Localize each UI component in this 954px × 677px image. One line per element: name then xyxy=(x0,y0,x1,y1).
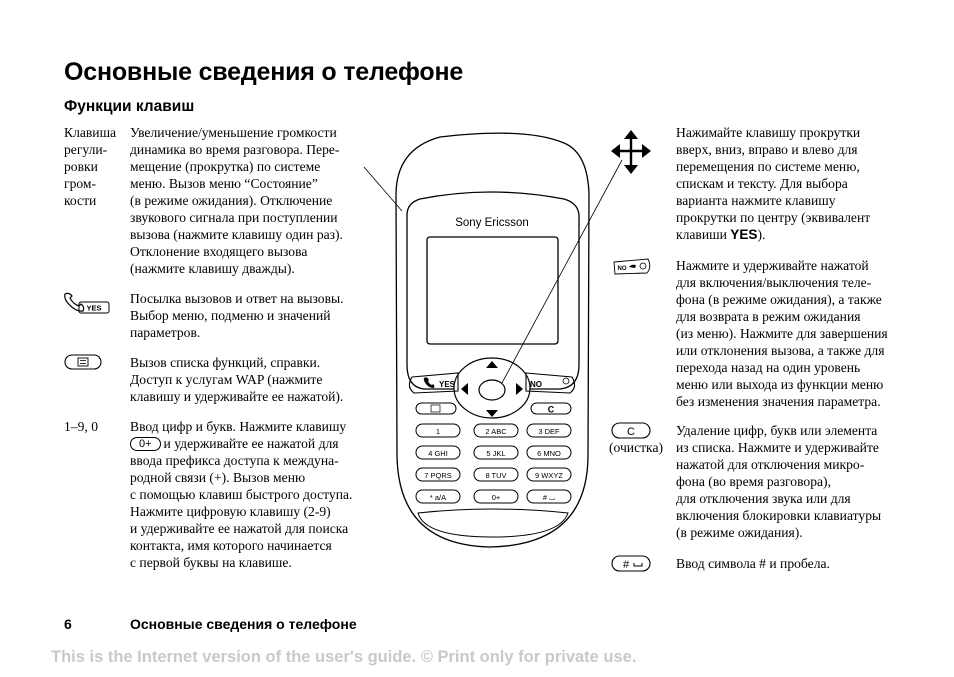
navigation-arrows-icon xyxy=(611,129,651,175)
section-title: Функции клавиш xyxy=(64,98,195,115)
footer-section-title: Основные сведения о телефоне xyxy=(130,616,357,632)
svg-text:5 JKL: 5 JKL xyxy=(486,449,506,458)
yes-key-icon xyxy=(63,290,111,316)
svg-text:6 MNO: 6 MNO xyxy=(537,449,561,458)
clear-key-description: Удаление цифр, букв или элемента из списка. Нажмите и удерживайте нажатой для отключения микро- фона (во время разговора), для отключения звука или для включения блокировки клавиатуры (в режиме ожидания). xyxy=(676,423,882,540)
svg-text:4 GHI: 4 GHI xyxy=(428,449,448,458)
phone-keypad xyxy=(416,424,571,537)
no-key-description: Нажмите и удерживайте нажатой для включения/выключения теле- фона (в режиме ожидания), а также для возврата в режим ожидания (из меню). Нажмите для завершения или отклонения вызова, а также для перехода назад на один уровень меню или выхода из функции меню без изменения значения параметра. xyxy=(676,258,888,409)
menu-key-icon xyxy=(64,354,102,370)
digit-keys-label: 1–9, 0 xyxy=(64,419,98,434)
hash-key-icon-label: # xyxy=(622,559,630,571)
svg-text:# ⌴: # ⌴ xyxy=(542,493,556,502)
page-title: Основные сведения о телефоне xyxy=(64,58,464,86)
phone-no-key: NO xyxy=(530,380,542,389)
svg-text:9 WXYZ: 9 WXYZ xyxy=(535,471,563,480)
hash-key-icon xyxy=(611,555,651,572)
svg-text:2 ABC: 2 ABC xyxy=(485,427,507,436)
phone-brand: Sony Ericsson xyxy=(455,217,529,229)
phone-body xyxy=(396,133,589,547)
zero-plus-key-icon: 0+ xyxy=(130,437,161,451)
svg-text:0+: 0+ xyxy=(491,493,501,502)
page-number: 6 xyxy=(64,616,72,632)
phone-yes-key: YES xyxy=(438,380,456,389)
menu-key-description: Вызов списка функций, справки. Доступ к услугам WAP (нажмите клавишу и удерживайте ее нажатой). xyxy=(130,355,344,404)
svg-text:8 TUV: 8 TUV xyxy=(485,471,507,480)
yes-key-icon-label: YES xyxy=(86,303,102,313)
yes-key-description: Посылка вызовов и ответ на вызовы. Выбор меню, подменю и значений параметров. xyxy=(130,291,344,340)
clear-key-label: (очистка) xyxy=(609,440,664,455)
svg-text:3 DEF: 3 DEF xyxy=(538,427,560,436)
volume-key-description: Увеличение/уменьшение громкости динамика во время разговора. Пере- мещение (прокрутка) по системе меню. Вызов меню “Состояние” (в режиме ожидания). Отключение звукового сигнала при поступлении вызова (нажмите клавишу один раз). Отклонение входящего вызова (нажмите клавишу дважды). xyxy=(130,125,343,276)
svg-text:1: 1 xyxy=(435,427,441,436)
phone-illustration xyxy=(350,125,670,555)
no-key-icon-label: NO xyxy=(617,266,627,272)
svg-text:7 PQRS: 7 PQRS xyxy=(424,471,452,480)
hash-key-description: Ввод символа # и пробела. xyxy=(676,556,830,571)
phone-c-key: C xyxy=(547,404,555,415)
phone-screen xyxy=(427,237,558,344)
clear-key-icon-label: C xyxy=(627,426,635,438)
clear-key-icon xyxy=(611,422,651,439)
navigation-key-description: Нажимайте клавишу прокрутки вверх, вниз, вправо и влево для перемещения по системе меню, спискам и тексту. Для выбора варианта нажмите клавишу прокрутки по центру (эквивалент клавиши YES). xyxy=(676,125,871,242)
no-key-icon xyxy=(612,258,652,276)
svg-text:* a/A: * a/A xyxy=(429,493,447,502)
volume-key-label: Клавиша регули- ровки гром- кости xyxy=(64,125,117,208)
digit-keys-description: Ввод цифр и букв. Нажмите клавишу 0+ и удерживайте ее нажатой для ввода префикса доступа к междуна- родной связи (+). Вызов меню с помощью клавиш быстрого доступа. Нажмите цифровую клавишу (2-9) и удерживайте ее нажатой для поиска контакта, имя которого начинается с первой буквы на клавише. xyxy=(130,419,353,570)
watermark: This is the Internet version of the user's guide. © Print only for private use. xyxy=(51,648,637,666)
